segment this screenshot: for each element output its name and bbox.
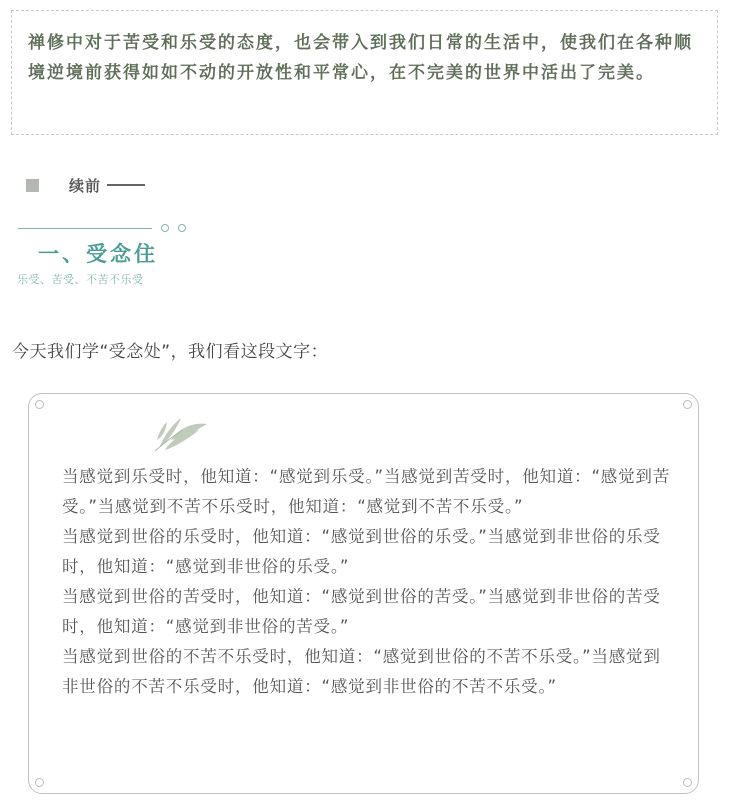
quote-paragraph: 当感觉到乐受时，他知道：“感觉到乐受。”当感觉到苦受时，他知道：“感觉到苦受。”当感觉到不苦不乐受时，他知道：“感觉到不苦不乐受。” [62,467,670,516]
continued-marker [26,176,145,194]
quote-card [28,393,699,794]
quote-paragraph: 当感觉到世俗的不苦不乐受时，他知道：“感觉到世俗的不苦不乐受。”当感觉到非世俗的不苦不乐受时，他知道：“感觉到非世俗的不苦不乐受。” [62,647,661,696]
circle-dot-icon [161,224,169,232]
intro-box [11,10,718,135]
section-heading: 一、受念住 [38,242,158,266]
quote-paragraph: 当感觉到世俗的苦受时，他知道：“感觉到世俗的苦受。”当感觉到非世俗的苦受时，他知道：“感觉到非世俗的苦受。” [62,587,661,636]
corner-ornament-icon [35,778,44,787]
section-subtitle: 乐受、苦受、不苦不乐受 [17,273,144,286]
title-decor-line [18,228,152,229]
corner-ornament-icon [683,778,692,787]
corner-ornament-icon [35,400,44,409]
quote-paragraph: 当感觉到世俗的乐受时，他知道：“感觉到世俗的乐受。”当感觉到非世俗的乐受时，他知道：“感觉到非世俗的乐受。” [62,527,661,576]
corner-ornament-icon [683,400,692,409]
square-bullet-icon [26,179,39,192]
lead-text: 今天我们学“受念处”，我们看这段文字： [12,342,329,362]
intro-text: 禅修中对于苦受和乐受的态度，也会带入到我们日常的生活中，使我们在各种顺境逆境前获得如如不动的开放性和平常心，在不完美的世界中活出了完美。 [28,33,693,83]
dash-divider [107,184,145,186]
continued-label: 续前 [69,176,102,195]
circle-dot-icon [178,224,186,232]
quote-body [62,462,670,702]
bamboo-leaf-icon [153,410,209,452]
section-title [16,222,216,288]
